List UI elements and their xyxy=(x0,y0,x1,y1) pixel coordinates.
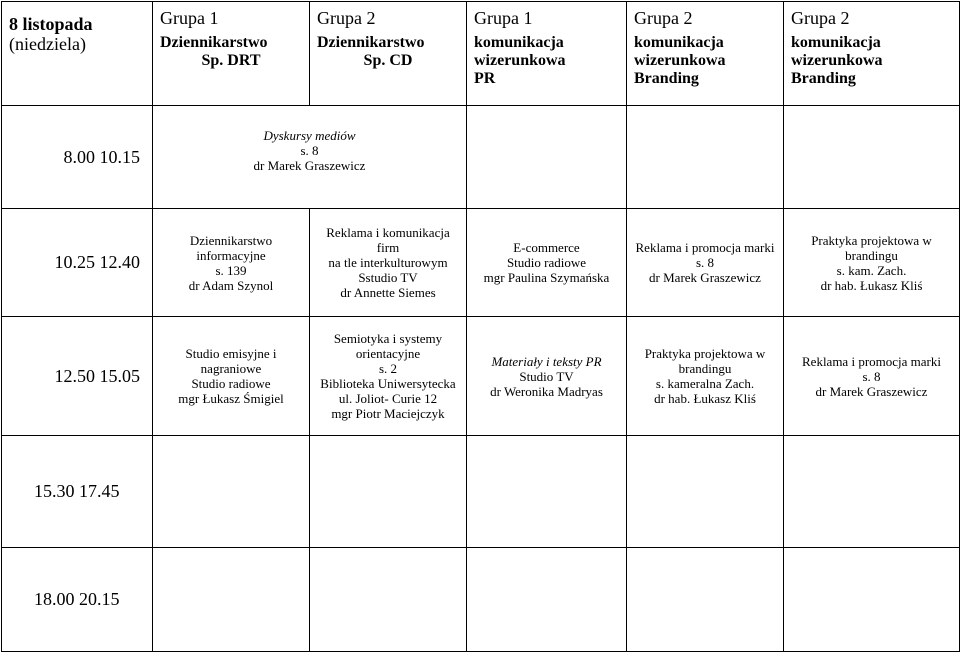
empty-cell xyxy=(784,548,960,652)
class-room: s. 8 xyxy=(862,368,881,384)
class-line: Studio emisyjne i xyxy=(185,346,277,361)
schedule-row xyxy=(2,436,960,548)
class-line: Semiotyka i systemy xyxy=(333,331,443,346)
class-line: Praktyka projektowa w xyxy=(811,232,932,248)
class-line: nagraniowe xyxy=(200,361,262,376)
day-label: (niedziela) xyxy=(9,34,86,54)
time-slot: 15.30 17.45 xyxy=(2,436,153,548)
class-cell xyxy=(627,209,784,317)
empty-cell xyxy=(784,106,960,209)
group-header-1 xyxy=(153,2,310,106)
empty-cell xyxy=(627,106,784,209)
class-line: informacyjne xyxy=(196,247,266,263)
class-room: s. 8 xyxy=(300,143,319,158)
group-line: komunikacja xyxy=(634,34,724,51)
group-line: wizerunkowa xyxy=(634,52,726,69)
empty-cell xyxy=(310,436,467,548)
class-teacher: dr Adam Szynol xyxy=(188,277,274,293)
class-room: s. kam. Zach. xyxy=(836,262,907,278)
group-line: PR xyxy=(474,70,496,87)
group-line: Dziennikarstwo xyxy=(160,34,268,51)
group-header-5 xyxy=(784,2,960,106)
group-header-3 xyxy=(467,2,627,106)
time-slot: 8.00 10.15 xyxy=(2,106,153,209)
class-cell xyxy=(310,209,467,317)
group-header-4 xyxy=(627,2,784,106)
class-room: Sstudio TV xyxy=(358,270,418,285)
class-line: orientacyjne xyxy=(355,346,421,361)
class-cell xyxy=(153,209,310,317)
class-room: Studio radiowe xyxy=(191,376,271,391)
class-line: brandingu xyxy=(845,247,898,263)
class-teacher: mgr Paulina Szymańska xyxy=(483,270,610,285)
empty-cell xyxy=(627,548,784,652)
class-room: s. kameralna Zach. xyxy=(655,376,755,391)
class-teacher: dr Weronika Madryas xyxy=(490,383,603,399)
group-title: Grupa 1 xyxy=(160,8,219,28)
group-title: Grupa 2 xyxy=(317,8,376,28)
empty-cell xyxy=(153,436,310,548)
class-line: brandingu xyxy=(678,361,732,376)
class-line: E-commerce xyxy=(513,240,580,255)
class-title: Dyskursy mediów xyxy=(263,128,356,143)
header-row xyxy=(2,2,960,106)
group-line: Dziennikarstwo xyxy=(317,34,425,51)
group-title: Grupa 1 xyxy=(474,8,533,28)
empty-cell xyxy=(153,548,310,652)
group-line: wizerunkowa xyxy=(791,52,883,69)
class-cell xyxy=(627,317,784,436)
class-teacher: dr hab. Łukasz Kliś xyxy=(820,277,923,293)
empty-cell xyxy=(467,548,627,652)
class-line: Reklama i promocja marki xyxy=(802,353,941,369)
class-room: s. 8 xyxy=(695,255,715,270)
group-line: Sp. CD xyxy=(363,52,413,69)
class-line: Biblioteka Uniwersytecka xyxy=(320,376,456,391)
date-label: 8 listopada xyxy=(9,14,93,34)
time-slot: 18.00 20.15 xyxy=(2,548,153,652)
class-teacher: dr Annette Siemes xyxy=(340,285,436,300)
class-line: Dziennikarstwo xyxy=(189,232,273,248)
time-slot: 12.50 15.05 xyxy=(2,317,153,436)
date-header xyxy=(2,2,153,106)
class-line: ul. Joliot- Curie 12 xyxy=(338,391,438,406)
schedule-row xyxy=(2,317,960,436)
class-teacher: mgr Łukasz Śmigiel xyxy=(178,391,284,406)
class-teacher: dr Marek Graszewicz xyxy=(253,158,366,173)
schedule-row xyxy=(2,548,960,652)
schedule-row xyxy=(2,209,960,317)
class-line: Reklama i promocja marki xyxy=(635,240,775,255)
class-teacher: dr Marek Graszewicz xyxy=(649,270,761,285)
class-room: s. 139 xyxy=(215,262,247,278)
empty-cell xyxy=(784,436,960,548)
group-line: Branding xyxy=(634,70,699,87)
group-line: Sp. DRT xyxy=(201,52,261,69)
class-cell xyxy=(784,317,960,436)
group-title: Grupa 2 xyxy=(634,8,693,28)
group-title: Grupa 2 xyxy=(791,8,850,28)
group-header-2 xyxy=(310,2,467,106)
class-cell xyxy=(153,317,310,436)
empty-cell xyxy=(467,106,627,209)
class-room: Studio radiowe xyxy=(506,255,587,270)
class-line: Reklama i komunikacja firm xyxy=(326,225,450,255)
group-line: komunikacja xyxy=(474,34,564,51)
empty-cell xyxy=(310,548,467,652)
class-room: s. 2 xyxy=(378,361,398,376)
class-teacher: dr Marek Graszewicz xyxy=(815,383,928,399)
class-cell xyxy=(784,209,960,317)
class-room: Studio TV xyxy=(519,368,574,384)
schedule-table xyxy=(1,1,960,652)
group-line: komunikacja xyxy=(791,34,881,51)
class-cell xyxy=(467,317,627,436)
class-teacher: dr hab. Łukasz Kliś xyxy=(654,391,756,406)
class-title: Materiały i teksty PR xyxy=(491,353,602,369)
class-cell xyxy=(467,209,627,317)
class-line: Praktyka projektowa w xyxy=(644,346,766,361)
group-line: wizerunkowa xyxy=(474,52,566,69)
class-cell xyxy=(310,317,467,436)
class-line: na tle interkulturowym xyxy=(328,255,448,270)
empty-cell xyxy=(467,436,627,548)
class-cell xyxy=(153,106,467,209)
class-teacher: mgr Piotr Maciejczyk xyxy=(331,406,445,421)
schedule-row xyxy=(2,106,960,209)
time-slot: 10.25 12.40 xyxy=(2,209,153,317)
group-line: Branding xyxy=(791,70,856,87)
empty-cell xyxy=(627,436,784,548)
